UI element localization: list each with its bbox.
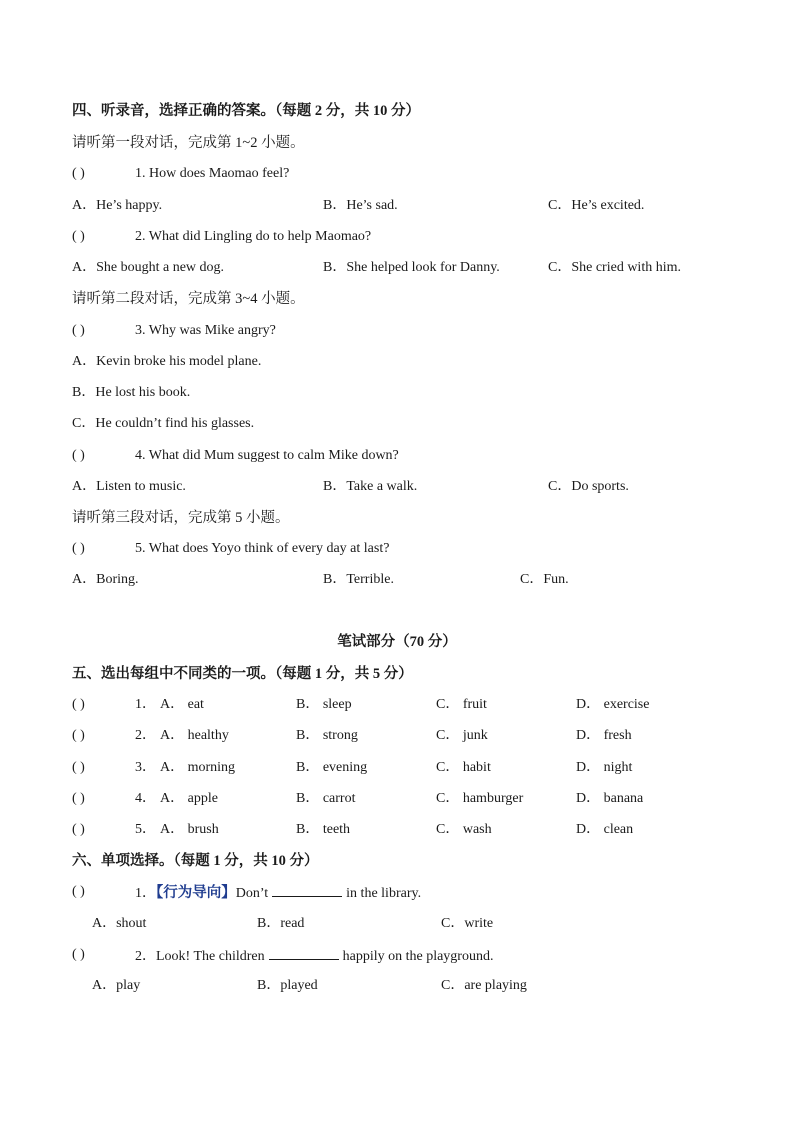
p5-row4-option-d: D． banana xyxy=(576,791,644,806)
q4-question: 4. What did Mum suggest to calm Mike down? xyxy=(135,448,399,463)
p6-q2-option-a: A．play xyxy=(92,978,141,993)
p5-row1-number: 1． xyxy=(135,697,156,712)
q1-answer-blank[interactable]: ( ) xyxy=(72,166,85,181)
p5-row3-number: 3． xyxy=(135,760,156,775)
q2-answer-blank[interactable]: ( ) xyxy=(72,229,85,244)
q5-answer-blank[interactable]: ( ) xyxy=(72,541,85,556)
q5-question: 5. What does Yoyo think of every day at last? xyxy=(135,541,390,556)
p5-row3-answer-blank[interactable]: ( ) xyxy=(72,760,85,775)
p6-q1-answer-blank[interactable]: ( ) xyxy=(72,884,85,899)
q2-option-b: B．She helped look for Danny. xyxy=(323,260,500,275)
p5-row4-option-c: C． hamburger xyxy=(436,791,524,806)
q1-option-a: A．He’s happy. xyxy=(72,198,163,213)
q3-option-a: A．Kevin broke his model plane. xyxy=(72,354,262,369)
p5-row4-number: 4． xyxy=(135,791,156,806)
p5-row2-number: 2． xyxy=(135,728,156,743)
p5-row1-answer-blank[interactable]: ( ) xyxy=(72,697,85,712)
q2-option-c: C．She cried with him. xyxy=(548,260,681,275)
p6-q2-stem xyxy=(135,945,493,967)
p6-q2-stem-post: happily on the playground. xyxy=(342,949,494,964)
part6-heading: 六、单项选择。（每题 1 分，共 10 分） xyxy=(72,853,319,869)
p6-q2-option-c: C．are playing xyxy=(441,978,527,993)
q4-option-a: A．Listen to music. xyxy=(72,479,186,494)
p5-row3-option-b: B． evening xyxy=(296,760,368,775)
p5-row2-option-a: A． healthy xyxy=(160,728,229,743)
dialog3-instruction: 请听第三段对话，完成第 5 小题。 xyxy=(72,510,290,526)
p6-q1-number: 1． xyxy=(135,886,156,901)
p6-q1-fill-blank[interactable] xyxy=(272,882,342,897)
dialog2-instruction: 请听第二段对话，完成第 3~4 小题。 xyxy=(72,291,305,307)
q5-option-c: C．Fun. xyxy=(520,572,569,587)
p5-row2-option-d: D． fresh xyxy=(576,728,632,743)
dialog1-instruction: 请听第一段对话，完成第 1~2 小题。 xyxy=(72,135,305,151)
p5-row1-option-b: B． sleep xyxy=(296,697,352,712)
p5-row1-option-d: D． exercise xyxy=(576,697,650,712)
q3-answer-blank[interactable]: ( ) xyxy=(72,323,85,338)
p5-row5-option-a: A． brush xyxy=(160,822,219,837)
p6-q1-stem-pre: Don’t xyxy=(235,886,269,901)
p6-q1-option-c: C．write xyxy=(441,916,494,931)
part4-heading: 四、听录音，选择正确的答案。（每题 2 分，共 10 分） xyxy=(72,103,420,119)
q2-option-a: A．She bought a new dog. xyxy=(72,260,225,275)
p5-row3-option-a: A． morning xyxy=(160,760,236,775)
p5-row2-answer-blank[interactable]: ( ) xyxy=(72,728,85,743)
q4-answer-blank[interactable]: ( ) xyxy=(72,448,85,463)
p5-row5-option-c: C． wash xyxy=(436,822,492,837)
q3-option-b: B．He lost his book. xyxy=(72,385,191,400)
p5-row3-option-d: D． night xyxy=(576,760,633,775)
p5-row1-option-a: A． eat xyxy=(160,697,204,712)
p6-q2-answer-blank[interactable]: ( ) xyxy=(72,947,85,962)
p6-q1-stem xyxy=(135,882,421,904)
p6-q1-stem-post: in the library. xyxy=(346,886,422,901)
p5-row2-option-b: B． strong xyxy=(296,728,358,743)
p6-q2-fill-blank[interactable] xyxy=(269,945,339,960)
p6-q2-number: 2． xyxy=(135,949,156,964)
p6-q1-tag: 【行为导向】 xyxy=(156,885,236,901)
q4-option-b: B．Take a walk. xyxy=(323,479,418,494)
p5-row5-option-b: B． teeth xyxy=(296,822,351,837)
part5-heading: 五、选出每组中不同类的一项。（每题 1 分，共 5 分） xyxy=(72,666,413,682)
written-section-title: 笔试部分（70 分） xyxy=(337,634,457,650)
q4-option-c: C．Do sports. xyxy=(548,479,629,494)
p6-q2-stem-pre: Look! The children xyxy=(156,949,265,964)
q5-option-b: B．Terrible. xyxy=(323,572,394,587)
q5-option-a: A．Boring. xyxy=(72,572,139,587)
q1-option-c: C．He’s excited. xyxy=(548,198,645,213)
q2-question: 2. What did Lingling do to help Maomao? xyxy=(135,229,372,244)
p5-row2-option-c: C． junk xyxy=(436,728,488,743)
q1-option-b: B．He’s sad. xyxy=(323,198,398,213)
q3-question: 3. Why was Mike angry? xyxy=(135,323,276,338)
p5-row1-option-c: C． fruit xyxy=(436,697,487,712)
p6-q1-option-b: B．read xyxy=(257,916,305,931)
p6-q2-option-b: B．played xyxy=(257,978,318,993)
q1-question: 1. How does Maomao feel? xyxy=(135,166,290,181)
p5-row5-option-d: D． clean xyxy=(576,822,634,837)
p5-row4-answer-blank[interactable]: ( ) xyxy=(72,791,85,806)
p6-q1-option-a: A．shout xyxy=(92,916,147,931)
p5-row5-number: 5． xyxy=(135,822,156,837)
q3-option-c: C．He couldn’t find his glasses. xyxy=(72,416,255,431)
p5-row3-option-c: C． habit xyxy=(436,760,491,775)
p5-row5-answer-blank[interactable]: ( ) xyxy=(72,822,85,837)
p5-row4-option-a: A． apple xyxy=(160,791,218,806)
p5-row4-option-b: B． carrot xyxy=(296,791,356,806)
